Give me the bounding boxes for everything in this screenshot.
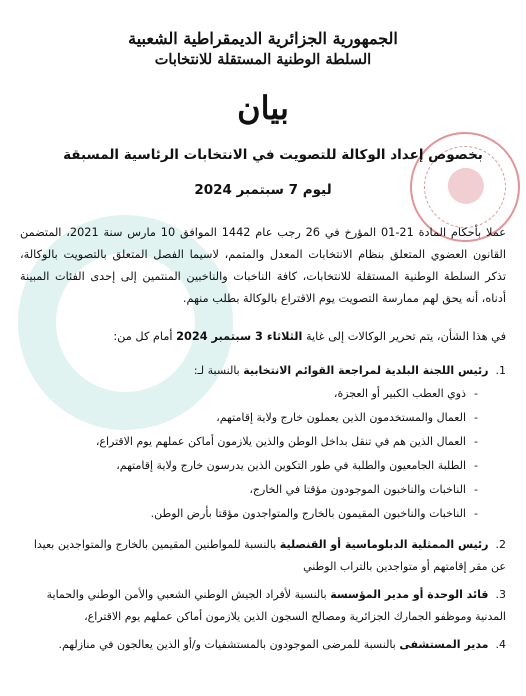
deadline-paragraph <box>20 327 506 347</box>
sub-item: -ذوي العطب الكبير أو العجزة، <box>333 387 478 400</box>
sub-item-text: العمال الذين هم في تنقل بداخل الوطن والذين يلازمون أماكن عملهم يوم الاقتراع، <box>95 435 466 448</box>
deadline-after: أمام كل من: <box>113 330 173 343</box>
list-lead: قائد الوحدة أو مدير المؤسسة <box>330 588 489 601</box>
sub-item: -الطلبة الجامعيون والطلبة في طور التكوين الذين يدرسون خارج ولاية إقامتهم، <box>116 459 478 472</box>
sub-item: -الناخبات والناخبون الموجودون مؤقتا في الخارج، <box>249 483 478 496</box>
intro-paragraph: عملا بأحكام المادة 21-01 المؤرخ في 26 رجب عام 1442 الموافق 10 مارس سنة 2021، المتضمن القانون العضوي المتعلق بنظام الانتخابات المعدل والمتمم، لاسيما الفصل المتعلق بالتصويت بالوكالة، تذكر السلطة الوطنية المستقلة للانتخابات، كافة الناخبات والناخبين المنتمين إلى إحدى الفئات المبينة أدناه، أنه يحق لهم ممارسة التصويت يوم الاقتراع بالوكالة بطلب منهم. <box>20 226 507 305</box>
document-header <box>0 28 526 70</box>
document-title: بيان <box>237 89 289 127</box>
list-text: بالنسبة لأفراد الجيش الوطني الشعبي والأمن الوطني والحماية المدنية وموظفو الجمارك الجزائرية ومصالح السجون الذين يلازمون أماكن عملهم يوم الاقتراع، <box>46 588 506 623</box>
list-number: 2. <box>495 538 506 551</box>
sub-item-text: الناخبات والناخبون المقيمون بالخارج والمتواجدون مؤقتا بأرض الوطن. <box>150 507 466 520</box>
list-item-1 <box>20 360 506 382</box>
list-lead: رئيس الممثلية الدبلوماسية أو القنصلية <box>279 538 489 551</box>
list-number: 4. <box>495 638 506 651</box>
sub-item: -العمال الذين هم في تنقل بداخل الوطن والذين يلازمون أماكن عملهم يوم الاقتراع، <box>95 435 478 448</box>
subject-date: ليوم 7 سبتمبر 2024 <box>194 182 332 198</box>
list-item-3 <box>20 584 506 628</box>
list-number: 3. <box>495 588 506 601</box>
list-text: بالنسبة لـ: <box>193 364 240 377</box>
list-number: 1. <box>495 364 506 377</box>
sub-item: -الناخبات والناخبون المقيمون بالخارج والمتواجدون مؤقتا بأرض الوطن. <box>150 507 478 520</box>
document-subject: بخصوص إعداد الوكالة للتصويت في الانتخابات الرئاسية المسبقة <box>63 147 483 163</box>
list-text: بالنسبة للمرضى الموجودون بالمستشفيات و/أو الذين يعالجون في منازلهم. <box>58 638 396 651</box>
sub-item-text: العمال والمستخدمون الذين يعملون خارج ولاية إقامتهم، <box>216 411 466 424</box>
authority-name: السلطة الوطنية المستقلة للانتخابات <box>154 51 372 68</box>
list-lead: مدير المستشفى <box>399 638 489 651</box>
list-lead: رئيس اللجنة البلدية لمراجعة القوائم الانتخابية <box>243 364 489 377</box>
list-item-2 <box>20 534 506 578</box>
list-item-4 <box>20 634 506 656</box>
sub-item: -العمال والمستخدمون الذين يعملون خارج ولاية إقامتهم، <box>216 411 478 424</box>
deadline-before: في هذا الشأن، يتم تحرير الوكالات إلى غاية <box>305 330 506 343</box>
sub-item-text: ذوي العطب الكبير أو العجزة، <box>333 387 466 400</box>
list-text: بالنسبة للمواطنين المقيمين بالخارج والمتواجدين بعيدا عن مقر إقامتهم أو متواجدين بالتراب الوطني <box>33 538 506 573</box>
sub-item-text: الناخبات والناخبون الموجودون مؤقتا في الخارج، <box>249 483 466 496</box>
deadline-date: الثلاثاء 3 سبتمبر 2024 <box>176 330 303 343</box>
sub-item-text: الطلبة الجامعيون والطلبة في طور التكوين الذين يدرسون خارج ولاية إقامتهم، <box>116 459 466 472</box>
republic-name: الجمهورية الجزائرية الديمقراطية الشعبية <box>128 29 398 48</box>
